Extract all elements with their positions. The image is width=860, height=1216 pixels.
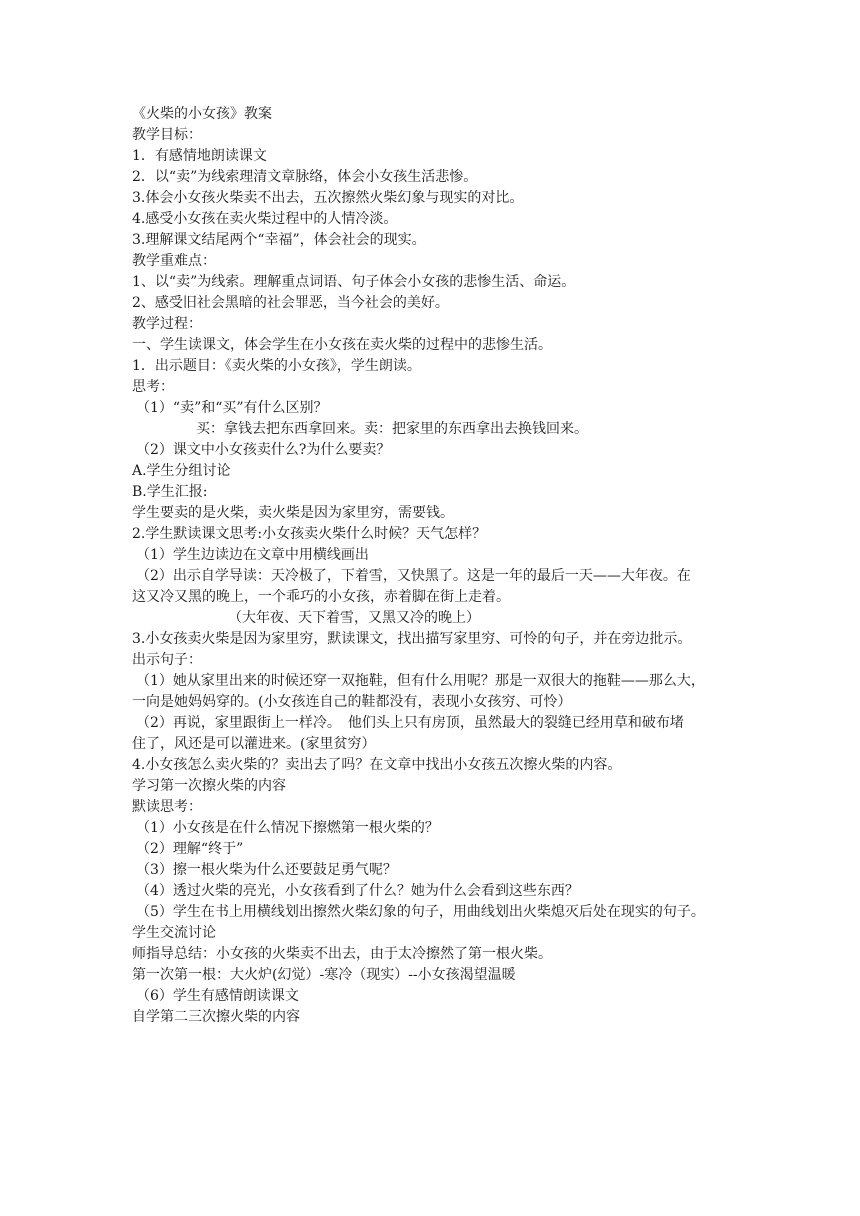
goal-item: 3.体会小女孩火柴卖不出去，五次擦然火柴幻象与现实的对比。 [132,190,524,206]
question-item: （1）小女孩是在什么情况下擦燃第一根火柴的？ [136,820,439,836]
quote-item: （1）她从家里出来的时候还穿一双拖鞋，但有什么用呢？那是一双很大的拖鞋——那么大， [136,673,705,689]
answer-line: 买：拿钱去把东西拿回来。卖：把家里的东西拿出去换钱回来。 [196,421,588,437]
question-item: （3）擦一根火柴为什么还要鼓足勇气呢？ [136,862,397,878]
process-step: 1．出示题目：《卖火柴的小女孩》，学生朗读。 [132,358,421,374]
goal-item: 3.理解课文结尾两个“幸福”，体会社会的现实。 [132,232,426,248]
goal-item: 2．以“卖”为线索理清文章脉络，体会小女孩生活悲惨。 [132,169,478,185]
question-item: （2）课文中小女孩卖什么?为什么要卖？ [136,442,391,458]
think-label: 默读思考： [132,799,202,815]
think-label: 思考： [132,379,174,395]
process-step: 2.学生默读课文思考:小女孩卖火柴什么时候？天气怎样？ [132,526,487,542]
activity-item: 学生交流讨论 [132,925,216,941]
question-item: （2）理解“终于” [136,841,244,857]
sentence-label: 出示句子： [132,652,202,668]
paragraph-continuation: 一向是她妈妈穿的。(小女孩连自己的鞋都没有，表现小女孩穷、可怜） [132,694,572,710]
document-page [132,104,742,1028]
summary-line: 第一次第一根：大火炉(幻觉）-寒冷（现实）--小女孩渴望温暖 [132,967,516,983]
question-item: （2）出示自学导读：天冷极了，下着雪，又快黑了。这是一年的最后一天——大年夜。在 [136,568,691,584]
question-item: （1）学生边读边在文章中用横线画出 [136,547,369,563]
question-item: （5）学生在书上用横线划出擦然火柴幻象的句子，用曲线划出火柴熄灭后处在现实的句子。 [136,904,705,920]
paragraph-continuation: 住了，风还是可以灌进来。(家里贫穷） [132,736,376,752]
question-item: （6）学生有感情朗读课文 [136,988,299,1004]
question-item: （1）“卖”和“买”有什么区别？ [136,400,328,416]
section-heading-process: 教学过程： [132,316,202,332]
key-point-item: 1、以“卖”为线索。理解重点词语、句子体会小女孩的悲惨生活、命运。 [132,274,576,290]
answer-line: （大年夜、天下着雪，又黑又冷的晚上） [228,610,480,626]
process-step: 4.小女孩怎么卖火柴的？卖出去了吗？在文章中找出小女孩五次擦火柴的内容。 [132,757,622,773]
activity-item: A.学生分组讨论 [132,463,231,479]
quote-item: （2）再说，家里跟街上一样冷。 他们头上只有房顶，虽然最大的裂缝已经用草和破布堵 [136,715,684,731]
goal-item: 1．有感情地朗读课文 [132,148,267,164]
doc-title: 《火柴的小女孩》教案 [132,106,272,122]
process-step: 一、学生读课文，体会学生在小女孩在卖火柴的过程中的悲惨生活。 [132,337,552,353]
key-point-item: 2、感受旧社会黑暗的社会罪恶，当今社会的美好。 [132,295,449,311]
subsection-heading: 自学第二三次擦火柴的内容 [132,1009,300,1025]
paragraph-continuation: 这又冷又黑的晚上，一个乖巧的小女孩，赤着脚在街上走着。 [132,589,510,605]
subsection-heading: 学习第一次擦火柴的内容 [132,778,286,794]
summary-line: 师指导总结：小女孩的火柴卖不出去，由于太冷擦然了第一根火柴。 [132,946,552,962]
section-heading-key-points: 教学重难点： [132,253,216,269]
activity-item: B.学生汇报: [132,484,208,500]
goal-item: 4.感受小女孩在卖火柴过程中的人情冷淡。 [132,211,398,227]
answer-line: 学生要卖的是火柴，卖火柴是因为家里穷，需要钱。 [132,505,454,521]
question-item: （4）透过火柴的亮光，小女孩看到了什么？她为什么会看到这些东西？ [136,883,579,899]
process-step: 3.小女孩卖火柴是因为家里穷，默读课文，找出描写家里穷、可怜的句子，并在旁边批示。 [132,631,692,647]
section-heading-goals: 教学目标： [132,127,202,143]
